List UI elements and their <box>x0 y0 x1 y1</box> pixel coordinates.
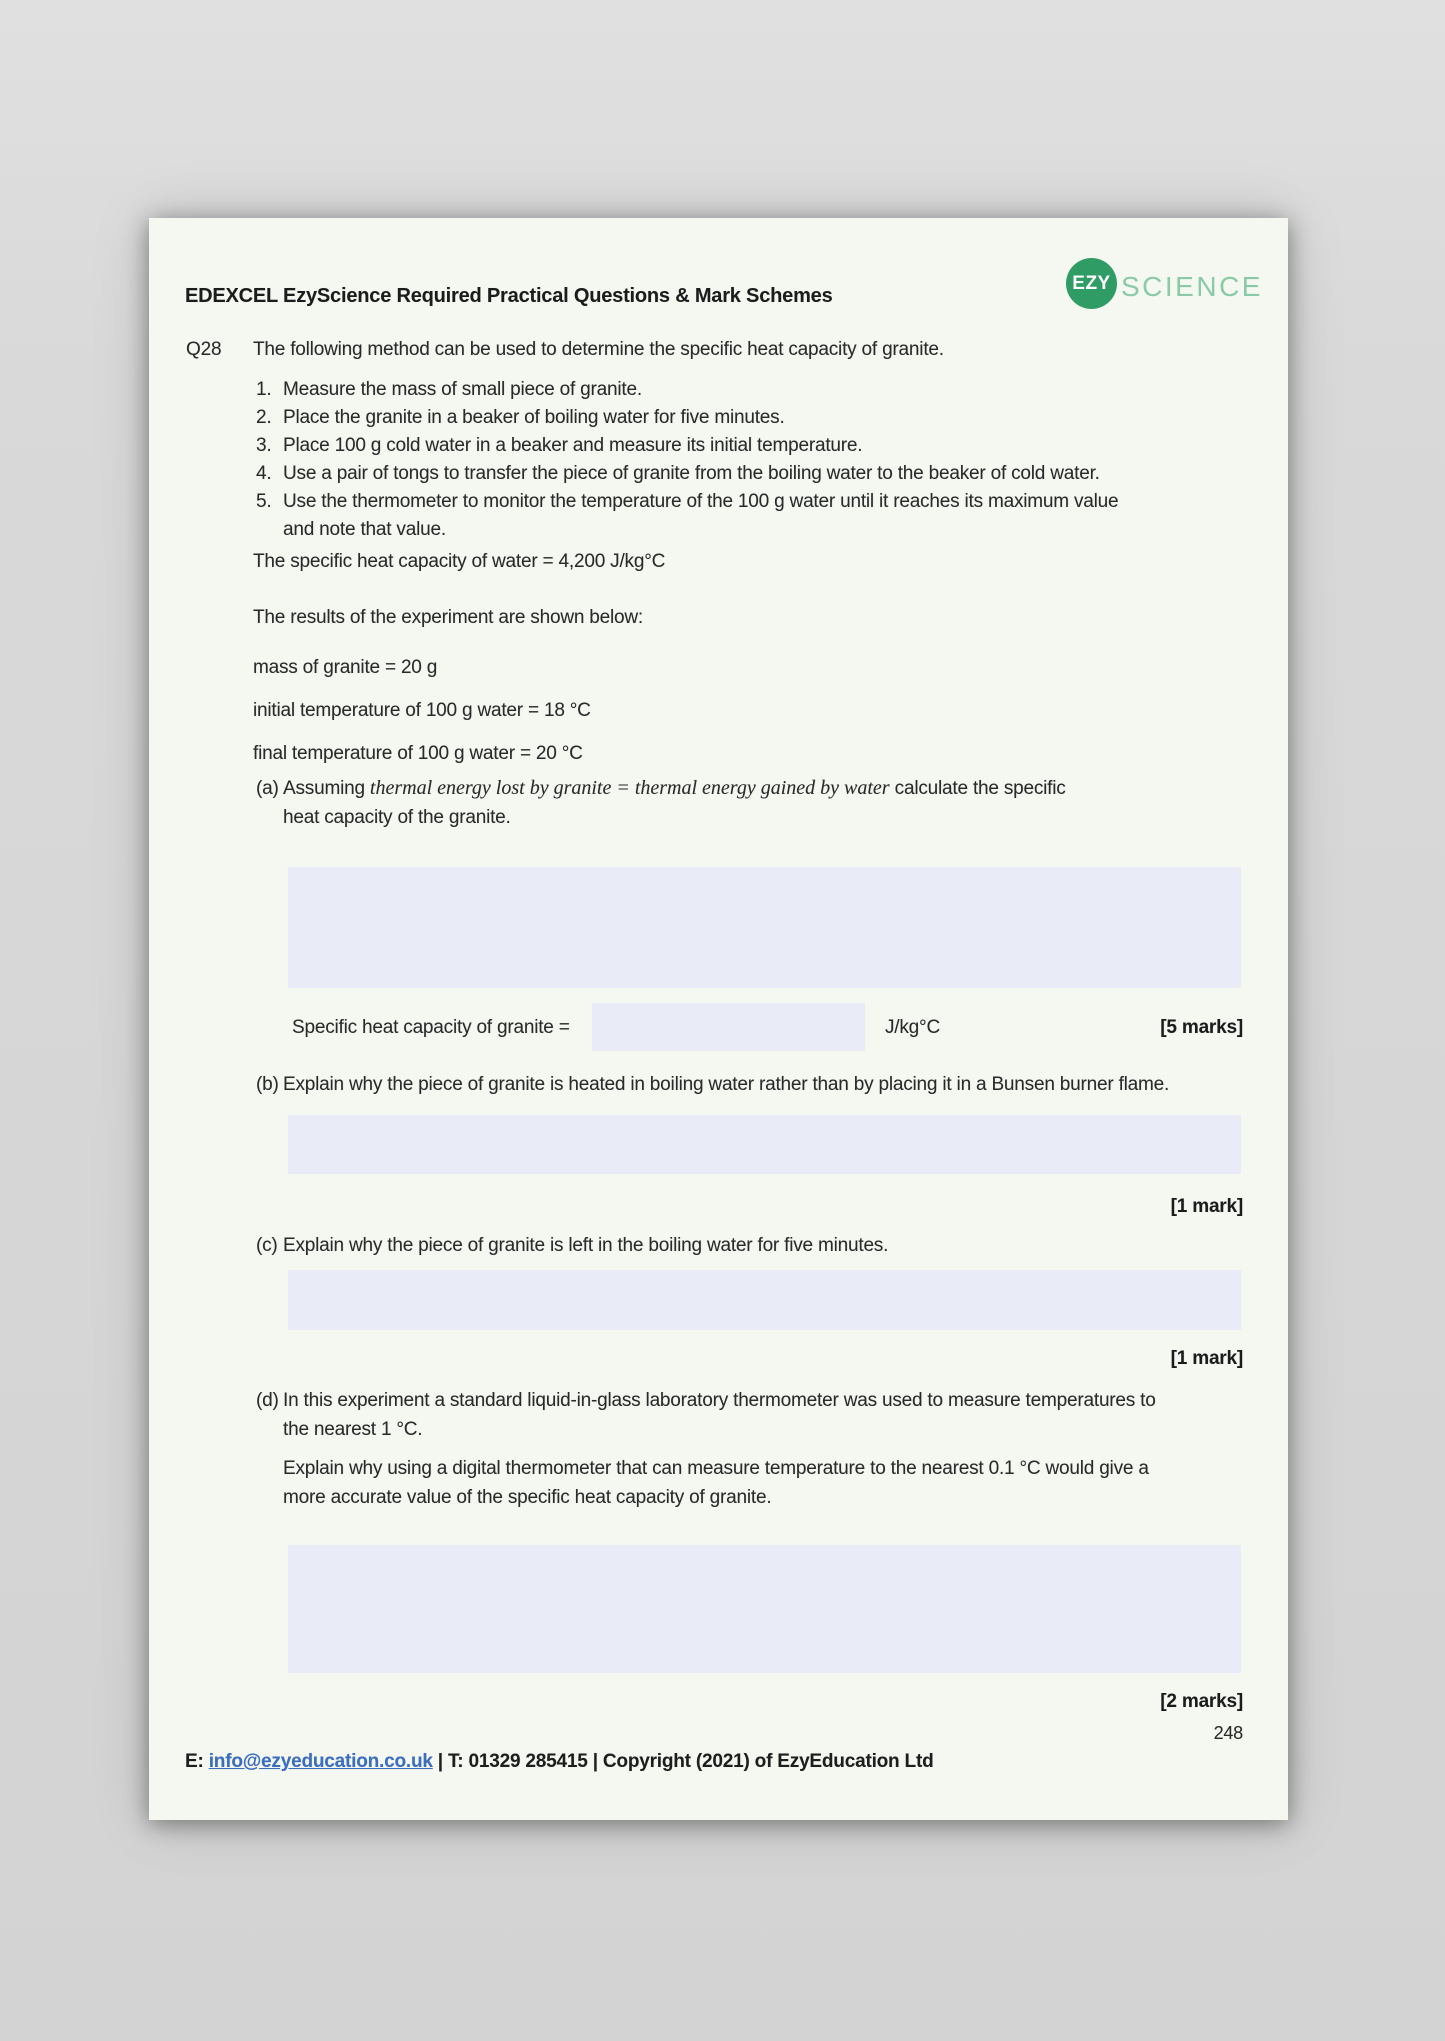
part-c-text: Explain why the piece of granite is left in the boiling water for five minutes. <box>283 1235 889 1256</box>
ezyscience-logo <box>1066 258 1263 311</box>
part-a-marks: [5 marks] <box>1160 1017 1243 1038</box>
part-a-label: (a) <box>256 778 279 799</box>
part-d-text-line: more accurate value of the specific heat capacity of granite. <box>283 1487 772 1508</box>
part-d-label: (d) <box>256 1390 279 1411</box>
method-step <box>256 460 1256 488</box>
part-a-text-prefix: Assuming <box>283 778 370 799</box>
ezy-logo-circle-icon <box>1066 258 1117 309</box>
part-d-prompt <box>256 1386 1248 1444</box>
part-c-label: (c) <box>256 1235 278 1256</box>
page-number: 248 <box>1213 1723 1243 1743</box>
result-initial-temp: initial temperature of 100 g water = 18 °C <box>253 700 591 721</box>
step-text: Place 100 g cold water in a beaker and measure its initial temperature. <box>283 435 863 456</box>
answer-a-unit: J/kg°C <box>885 1017 940 1038</box>
result-final-temp: final temperature of 100 g water = 20 °C <box>253 743 583 764</box>
step-text: Measure the mass of small piece of granite. <box>283 379 642 400</box>
water-shc-statement: The specific heat capacity of water = 4,200 J/kg°C <box>253 551 666 572</box>
step-number: 3. <box>256 435 272 456</box>
step-text: Use a pair of tongs to transfer the piece of granite from the boiling water to the beaker of cold water. <box>283 463 1100 484</box>
method-steps-list <box>256 376 1256 544</box>
logo-circle-text: EZY <box>1072 272 1111 294</box>
answer-a-value-box[interactable] <box>592 1003 865 1051</box>
step-text: Place the granite in a beaker of boiling water for five minutes. <box>283 407 785 428</box>
answer-area-c[interactable] <box>288 1270 1241 1330</box>
part-d-text-line: In this experiment a standard liquid-in-glass laboratory thermometer was used to measure temperatures to <box>283 1390 1156 1411</box>
logo-wordmark: SCIENCE <box>1121 271 1263 302</box>
step-number: 5. <box>256 491 272 512</box>
part-b-text: Explain why the piece of granite is heated in boiling water rather than by placing it in a Bunsen burner flame. <box>283 1074 1170 1095</box>
answer-area-b[interactable] <box>288 1115 1241 1174</box>
question-number: Q28 <box>186 339 222 360</box>
step-number: 1. <box>256 379 272 400</box>
method-step <box>256 488 1256 544</box>
part-d-marks: [2 marks] <box>1160 1691 1243 1712</box>
part-d-text <box>283 1386 1248 1444</box>
answer-a-label: Specific heat capacity of granite = <box>292 1017 570 1038</box>
step-text-line: and note that value. <box>283 519 446 540</box>
footer <box>185 1751 933 1773</box>
method-step <box>256 432 1256 460</box>
part-a-text-line2: heat capacity of the granite. <box>283 807 511 828</box>
step-text <box>283 488 1243 544</box>
method-step <box>256 404 1256 432</box>
part-c-prompt <box>256 1231 1248 1260</box>
step-number: 4. <box>256 463 272 484</box>
part-a-text-suffix: calculate the specific <box>889 778 1066 799</box>
part-d-text-line: Explain why using a digital thermometer that can measure temperature to the nearest 0.1 °C would give a <box>283 1458 1149 1479</box>
step-text-line: Use the thermometer to monitor the temperature of the 100 g water until it reaches its maximum value <box>283 491 1119 512</box>
part-a-text <box>283 774 1248 832</box>
part-b-prompt <box>256 1070 1248 1099</box>
document-title: EDEXCEL EzyScience Required Practical Questions & Mark Schemes <box>185 285 833 307</box>
question-intro: The following method can be used to determine the specific heat capacity of granite. <box>253 339 944 360</box>
results-intro: The results of the experiment are shown below: <box>253 607 644 628</box>
part-b-label: (b) <box>256 1074 279 1095</box>
worksheet-page <box>149 218 1288 1820</box>
step-number: 2. <box>256 407 272 428</box>
footer-email-link[interactable]: info@ezyeducation.co.uk <box>208 1751 433 1772</box>
footer-email-label: E: <box>185 1751 204 1772</box>
part-d-text-line: the nearest 1 °C. <box>283 1419 423 1440</box>
part-d-prompt-2 <box>283 1454 1248 1512</box>
part-b-marks: [1 mark] <box>1170 1196 1243 1217</box>
method-step <box>256 376 1256 404</box>
footer-contact-text: | T: 01329 285415 | Copyright (2021) of EzyEducation Ltd <box>432 1751 934 1772</box>
result-mass: mass of granite = 20 g <box>253 657 438 678</box>
part-c-marks: [1 mark] <box>1170 1348 1243 1369</box>
answer-area-a[interactable] <box>288 867 1241 988</box>
part-a-math-expression: thermal energy lost by granite = thermal energy gained by water <box>369 777 890 799</box>
answer-area-d[interactable] <box>288 1545 1241 1673</box>
part-a-prompt <box>256 774 1248 832</box>
